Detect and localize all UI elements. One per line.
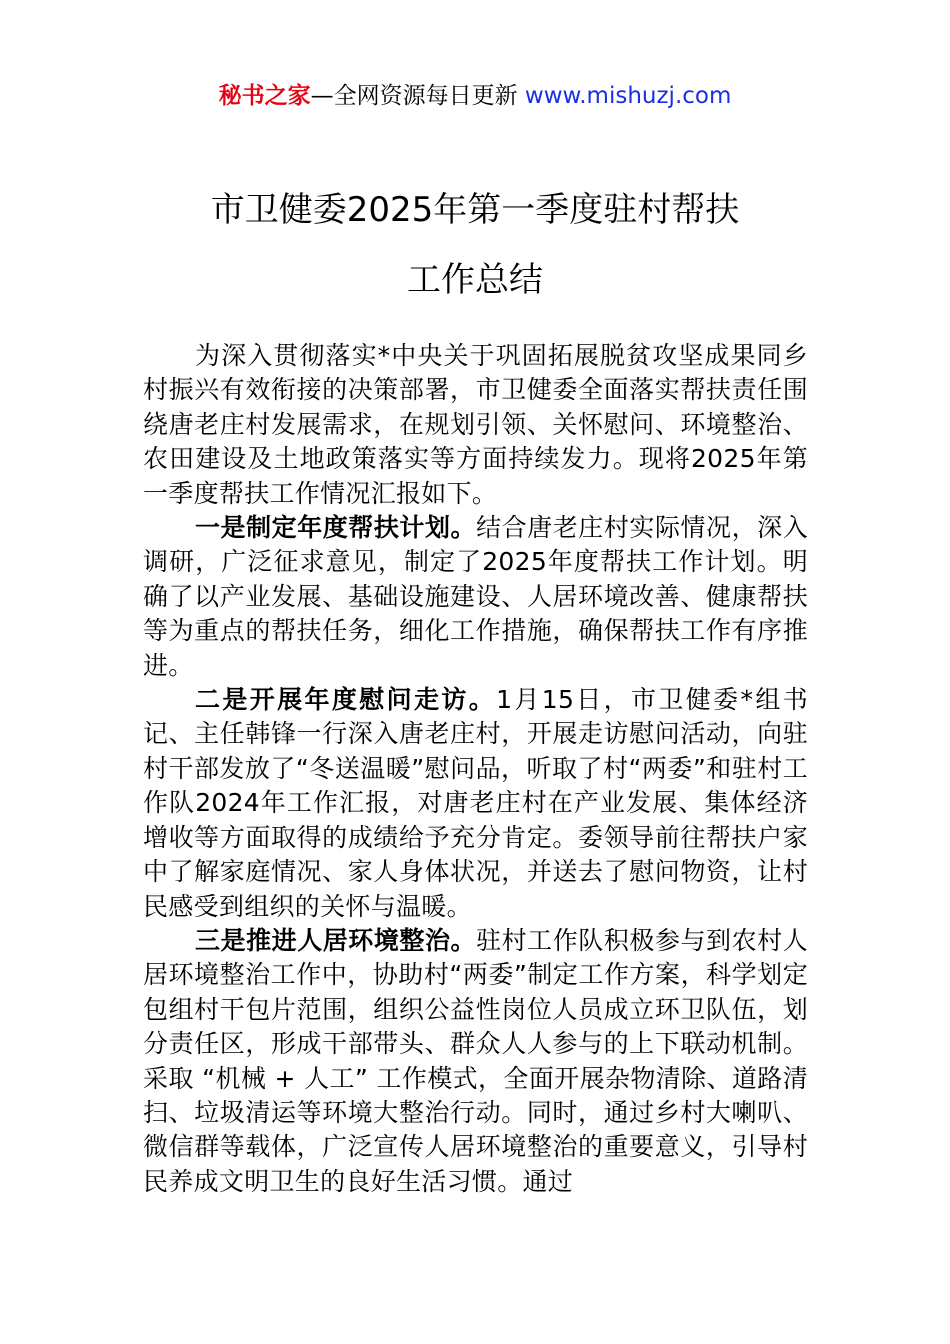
document-title-line-2: 工作总结 bbox=[407, 260, 543, 300]
paragraph-lead-heading: 三是推进人居环境整治。 bbox=[195, 925, 477, 955]
section-visit-paragraph bbox=[143, 683, 808, 924]
site-brand-name: 秘书之家 bbox=[218, 83, 311, 109]
paragraph-text: 驻村工作队积极参与到农村人居环境整治工作中，协助村“两委”制定工作方案，科学划定包组村干包片范围，组织公益性岗位人员成立环卫队伍，划分责任区，形成干部带头、群众人人参与的上下联动机制。采取 “机械 + 人工” 工作模式，全面开展杂物清除、道路清扫、垃圾清运等环境大整治行动。同时，通过乡村大喇叭、微信群等载体，广泛宣传人居环境整治的重要意义，引导村民养成文明卫生的良好生活习惯。通过 bbox=[143, 925, 808, 1196]
document-body bbox=[143, 339, 808, 1199]
paragraph-text: 为深入贯彻落实*中央关于巩固拓展脱贫攻坚成果同乡村振兴有效衔接的决策部署，市卫健委全面落实帮扶责任围绕唐老庄村发展需求，在规划引领、关怀慰问、环境整治、农田建设及土地政策落实等方面持续发力。现将2025年第一季度帮扶工作情况汇报如下。 bbox=[143, 341, 808, 508]
section-environment-paragraph bbox=[143, 924, 808, 1199]
site-url-link[interactable]: www.mishuzj.com bbox=[524, 83, 732, 109]
intro-paragraph bbox=[143, 339, 808, 511]
document-title bbox=[0, 175, 950, 315]
site-banner bbox=[0, 80, 950, 112]
section-plan-paragraph bbox=[143, 511, 808, 683]
document-title-line-1: 市卫健委2025年第一季度驻村帮扶 bbox=[210, 190, 740, 230]
paragraph-lead-heading: 一是制定年度帮扶计划。 bbox=[195, 513, 477, 543]
paragraph-text: 结合唐老庄村实际情况，深入调研，广泛征求意见，制定了2025年度帮扶工作计划。明确了以产业发展、基础设施建设、人居环境改善、健康帮扶等为重点的帮扶任务，细化工作措施，确保帮扶工作有序推进。 bbox=[143, 513, 808, 680]
site-slogan: —全网资源每日更新 bbox=[310, 83, 525, 109]
paragraph-text: 1月15日，市卫健委*组书记、主任韩锋一行深入唐老庄村，开展走访慰问活动，向驻村干部发放了“冬送温暖”慰问品，听取了村“两委”和驻村工作队2024年工作汇报，对唐老庄村在产业发展、集体经济增收等方面取得的成绩给予充分肯定。委领导前往帮扶户家中了解家庭情况、家人身体状况，并送去了慰问物资，让村民感受到组织的关怀与温暖。 bbox=[143, 685, 808, 921]
paragraph-lead-heading: 二是开展年度慰问走访。 bbox=[195, 685, 497, 715]
